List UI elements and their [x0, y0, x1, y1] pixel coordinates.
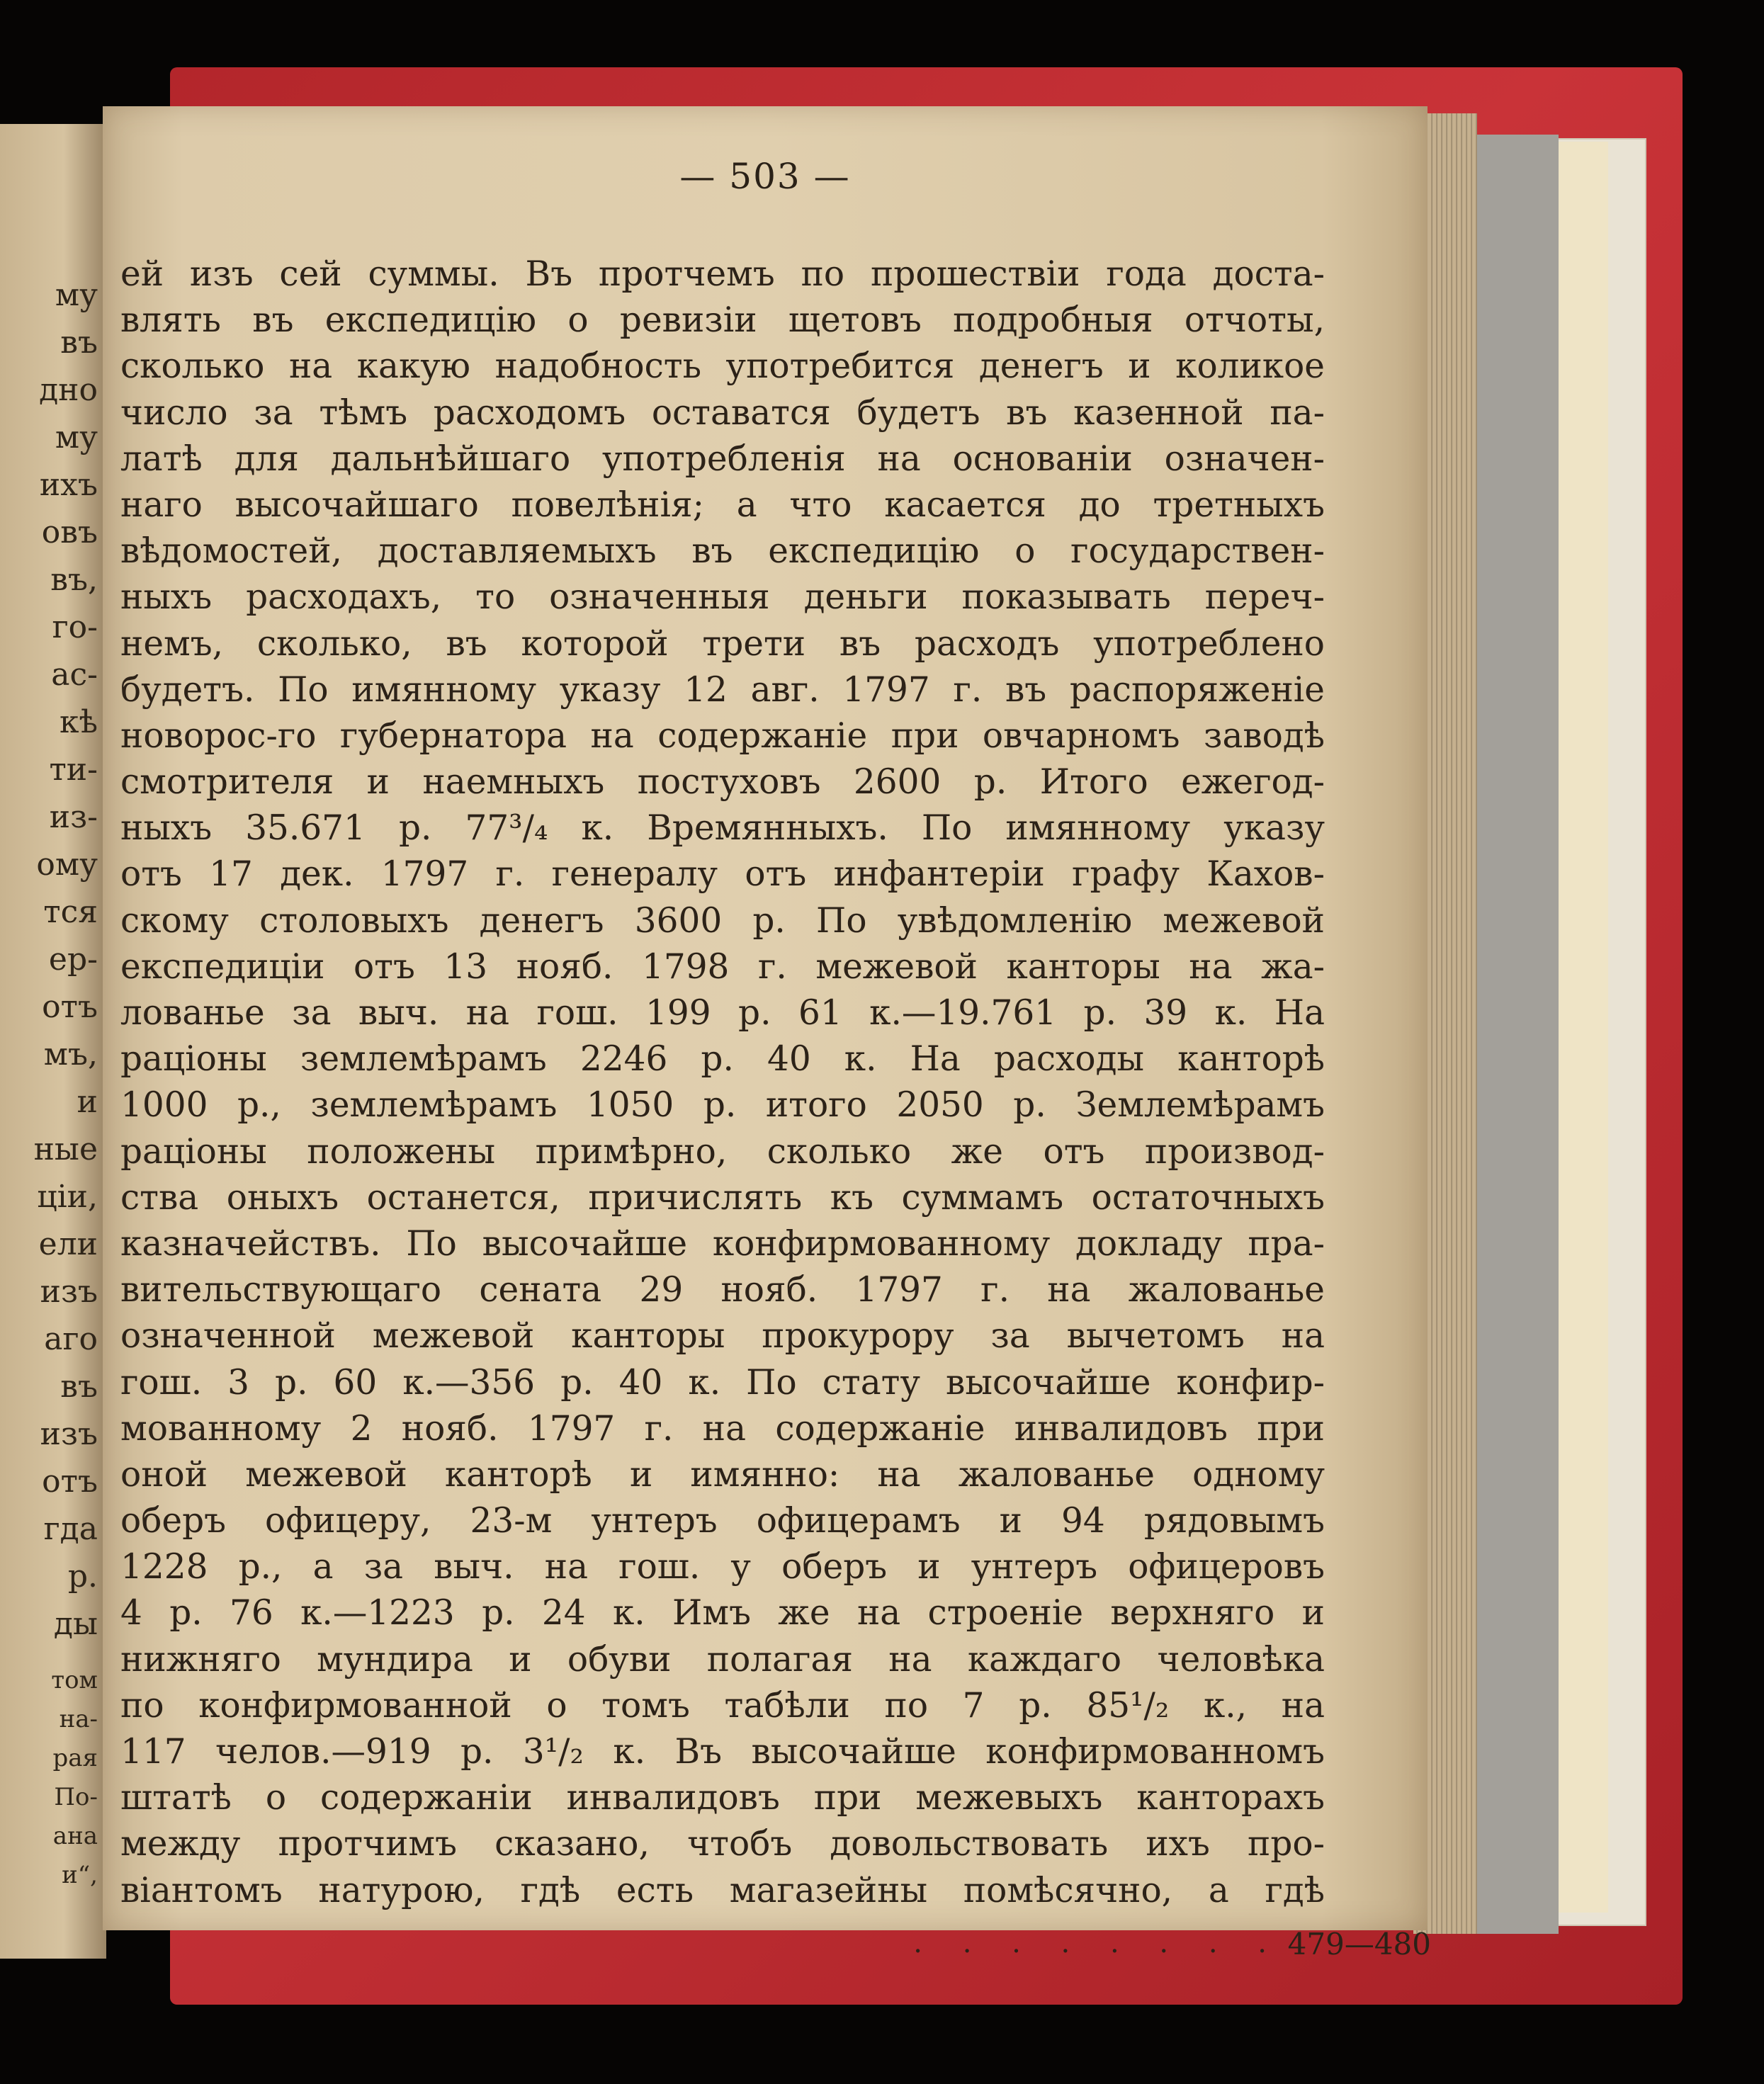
left-fragment: въ, [50, 562, 98, 598]
left-fragment: дно [39, 372, 98, 408]
left-fragment: кѣ [59, 704, 98, 740]
text-line: означенной межевой канторы прокурору за вычетомъ на [120, 1316, 1325, 1357]
left-fragment: том [51, 1666, 98, 1694]
text-line: нижняго мундира и обуви полагая на каждаго человѣка [120, 1639, 1325, 1680]
text-line: гош. 3 р. 60 к.—356 р. 40 к. По стату высочайше конфир- [120, 1362, 1325, 1403]
left-fragment: отъ [42, 989, 98, 1025]
text-line: между протчимъ сказано, чтобъ довольствовать ихъ про- [120, 1824, 1325, 1864]
left-fragment: ихъ [39, 467, 98, 503]
left-fragment: му [55, 277, 98, 313]
left-fragment: ана [52, 1822, 98, 1850]
text-line: казначействъ. По высочайше конфирмованному докладу пра- [120, 1223, 1325, 1264]
text-line: 1000 р., землемѣрамъ 1050 р. итого 2050 р. Землемѣрамъ [120, 1085, 1325, 1126]
text-line: будетъ. По имянному указу 12 авг. 1797 г. въ распоряженіе [120, 669, 1325, 710]
text-line: раціоны землемѣрамъ 2246 р. 40 к. На расходы канторѣ [120, 1039, 1325, 1080]
left-fragment: ные [33, 1131, 98, 1167]
left-fragment: въ [60, 324, 98, 361]
page-text [120, 251, 1325, 1914]
text-line: віантомъ натурою, гдѣ есть магазейны помѣсячно, а гдѣ [120, 1870, 1325, 1910]
left-fragment: ціи, [37, 1179, 98, 1215]
text-line: новорос-го губернатора на содержаніе при овчарномъ заводѣ [120, 715, 1325, 756]
left-fragment: на- [59, 1705, 98, 1733]
text-line: мованному 2 нояб. 1797 г. на содержаніе инвалидовъ при [120, 1408, 1325, 1449]
left-fragment: ели [38, 1226, 98, 1262]
page-number: — 503 — [679, 156, 851, 197]
left-fragment: из- [49, 799, 98, 835]
left-fragment: аго [44, 1321, 98, 1357]
left-fragment: изъ [40, 1274, 98, 1310]
text-line: раціоны положены примѣрно, сколько же отъ производ- [120, 1131, 1325, 1172]
left-fragment: ас- [51, 657, 98, 693]
text-line: експедиціи отъ 13 нояб. 1798 г. межевой канторы на жа- [120, 946, 1325, 987]
text-line: по конфирмованной о томъ табѣли по 7 р. 85¹/₂ к., на [120, 1685, 1325, 1726]
left-fragment: р. [67, 1558, 98, 1595]
text-line: 1228 р., а за выч. на гош. у оберъ и унтеръ офицеровъ [120, 1547, 1325, 1587]
text-line: сколько на какую надобность употребится денегъ и коликое [120, 346, 1325, 387]
left-fragment: ер- [48, 941, 98, 978]
text-line: штатѣ о содержаніи инвалидовъ при межевыхъ канторахъ [120, 1778, 1325, 1818]
text-line: оберъ офицеру, 23-м унтеръ офицерамъ и 94 рядовымъ [120, 1501, 1325, 1541]
text-line: 4 р. 76 к.—1223 р. 24 к. Имъ же на строеніе верхняго и [120, 1593, 1325, 1633]
text-line: вительствующаго сената 29 нояб. 1797 г. на жалованье [120, 1270, 1325, 1310]
text-line: лованье за выч. на гош. 199 р. 61 к.—19.761 р. 39 к. На [120, 993, 1325, 1033]
text-line: скому столовыхъ денегъ 3600 р. По увѣдомленію межевой [120, 900, 1325, 941]
text-line: оной межевой канторѣ и имянно: на жалованье одному [120, 1454, 1325, 1495]
left-page [0, 124, 106, 1959]
left-fragment: ому [36, 846, 98, 883]
left-fragment: и [77, 1084, 98, 1120]
text-line: влять въ експедицію о ревизіи щетовъ подробныя отчоты, [120, 300, 1325, 341]
left-fragment: изъ [40, 1416, 98, 1452]
right-page [103, 106, 1427, 1930]
left-fragment: отъ [42, 1463, 98, 1500]
left-fragment: По- [54, 1783, 98, 1811]
left-fragment: тся [43, 894, 98, 930]
left-fragment: въ [60, 1369, 98, 1405]
text-line: вѣдомостей, доставляемыхъ въ експедицію о государствен- [120, 531, 1325, 572]
left-fragment: гда [43, 1511, 98, 1547]
text-line: число за тѣмъ расходомъ оставатся будетъ въ казенной па- [120, 392, 1325, 433]
text-line: ныхъ расходахъ, то означенныя деньги показывать переч- [120, 577, 1325, 618]
left-fragment: ды [53, 1606, 98, 1642]
text-line: немъ, сколько, въ которой трети въ расходъ употреблено [120, 623, 1325, 664]
text-line: наго высочайшаго повелѣнія; а что касается до третныхъ [120, 485, 1325, 525]
left-fragment: овъ [41, 514, 98, 550]
underlying-page-strip [234, 1927, 1431, 1962]
text-line: смотрителя и наемныхъ постуховъ 2600 р. Итого ежегод- [120, 762, 1325, 803]
left-fragment: мъ, [43, 1036, 98, 1072]
left-fragment: и“, [62, 1861, 98, 1889]
toc-page-reference: 479—480 [1287, 1927, 1431, 1961]
text-line: отъ 17 дек. 1797 г. генералу отъ инфантеріи графу Кахов- [120, 854, 1325, 895]
left-fragment: рая [52, 1744, 98, 1772]
leader-dots: . . . . . . . . [913, 1927, 1282, 1959]
text-line: латѣ для дальнѣйшаго употребленія на основаніи означен- [120, 438, 1325, 479]
text-line: ства оныхъ останется, причислять къ суммамъ остаточныхъ [120, 1177, 1325, 1218]
text-line: ей изъ сей суммы. Въ протчемъ по прошествіи года доста- [120, 254, 1325, 294]
text-line: 117 челов.—919 р. 3¹/₂ к. Въ высочайше конфирмованномъ [120, 1732, 1325, 1772]
left-fragment: му [55, 419, 98, 455]
left-fragment: ти- [49, 752, 98, 788]
left-fragment: го- [52, 609, 98, 645]
text-line: ныхъ 35.671 р. 77³/₄ к. Времянныхъ. По имянному указу [120, 808, 1325, 849]
